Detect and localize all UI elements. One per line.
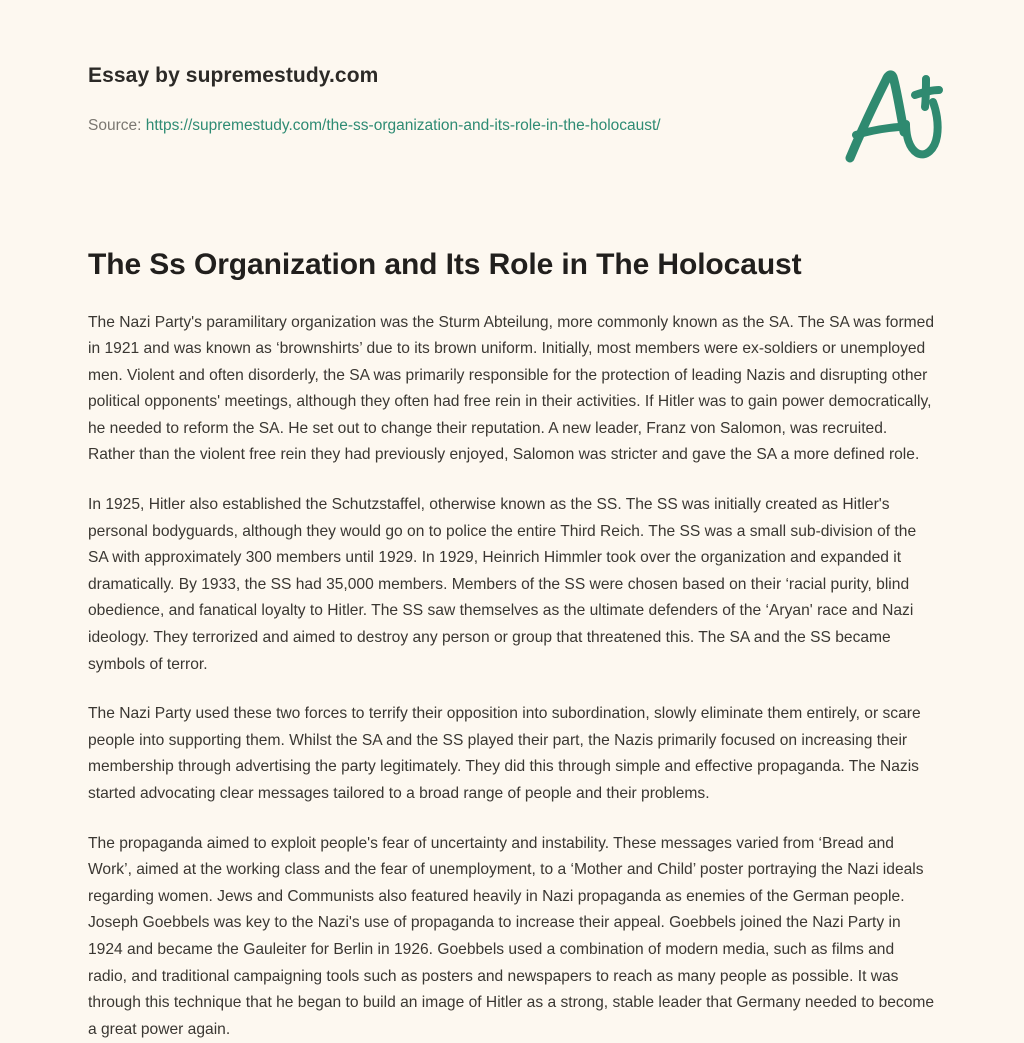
article-body	[0, 284, 1024, 1043]
source-url-link[interactable]: https://supremestudy.com/the-ss-organization-and-its-role-in-the-holocaust/	[146, 117, 661, 134]
paragraph: The Nazi Party's paramilitary organization was the Sturm Abteilung, more commonly known as the SA. The SA was formed in 1921 and was known as ‘brownshirts’ due to its brown uniform. Initially, most members were ex-soldiers or unemployed men. Violent and often disorderly, the SA was primarily responsible for the protection of leading Nazis and disrupting other political opponents' meetings, although they often had free rein in their activities. If Hitler was to gain power democratically, he needed to reform the SA. He set out to change their reputation. A new leader, Franz von Salomon, was recruited. Rather than the violent free rein they had previously enjoyed, Salomon was stricter and gave the SA a more defined role.	[88, 310, 936, 470]
site-heading: Essay by supremestudy.com	[88, 62, 936, 89]
source-label: Source:	[88, 117, 141, 134]
a-plus-logo-glyph	[836, 62, 946, 167]
document-header	[0, 0, 1024, 180]
page-title: The Ss Organization and Its Role in The Holocaust	[0, 180, 1024, 284]
paragraph: In 1925, Hitler also established the Schutzstaffel, otherwise known as the SS. The SS was initially created as Hitler's personal bodyguards, although they would go on to police the entire Third Reich. The SS was a small sub-division of the SA with approximately 300 members until 1929. In 1929, Heinrich Himmler took over the organization and expanded it dramatically. By 1933, the SS had 35,000 members. Members of the SS were chosen based on their ‘racial purity, blind obedience, and fanatical loyalty to Hitler. The SS saw themselves as the ultimate defenders of the ‘Aryan' race and Nazi ideology. They terrorized and aimed to destroy any person or group that threatened this. The SA and the SS became symbols of terror.	[88, 492, 936, 678]
paragraph: The Nazi Party used these two forces to terrify their opposition into subordination, slowly eliminate them entirely, or scare people into supporting them. Whilst the SA and the SS played their part, the Nazis primarily focused on increasing their membership through advertising the party legitimately. They did this through simple and effective propaganda. The Nazis started advocating clear messages tailored to a broad range of people and their problems.	[88, 701, 936, 807]
source-line	[88, 115, 936, 137]
a-plus-logo-icon	[836, 62, 946, 167]
paragraph: The propaganda aimed to exploit people's fear of uncertainty and instability. These messages varied from ‘Bread and Work’, aimed at the working class and the fear of unemployment, to a ‘Mother and Child’ poster portraying the Nazi ideals regarding women. Jews and Communists also featured heavily in Nazi propaganda as enemies of the German people. Joseph Goebbels was key to the Nazi's use of propaganda to increase their appeal. Goebbels joined the Nazi Party in 1924 and became the Gauleiter for Berlin in 1926. Goebbels used a combination of modern media, such as films and radio, and traditional campaigning tools such as posters and newspapers to reach as many people as possible. It was through this technique that he began to build an image of Hitler as a strong, stable leader that Germany needed to become a great power again.	[88, 831, 936, 1043]
